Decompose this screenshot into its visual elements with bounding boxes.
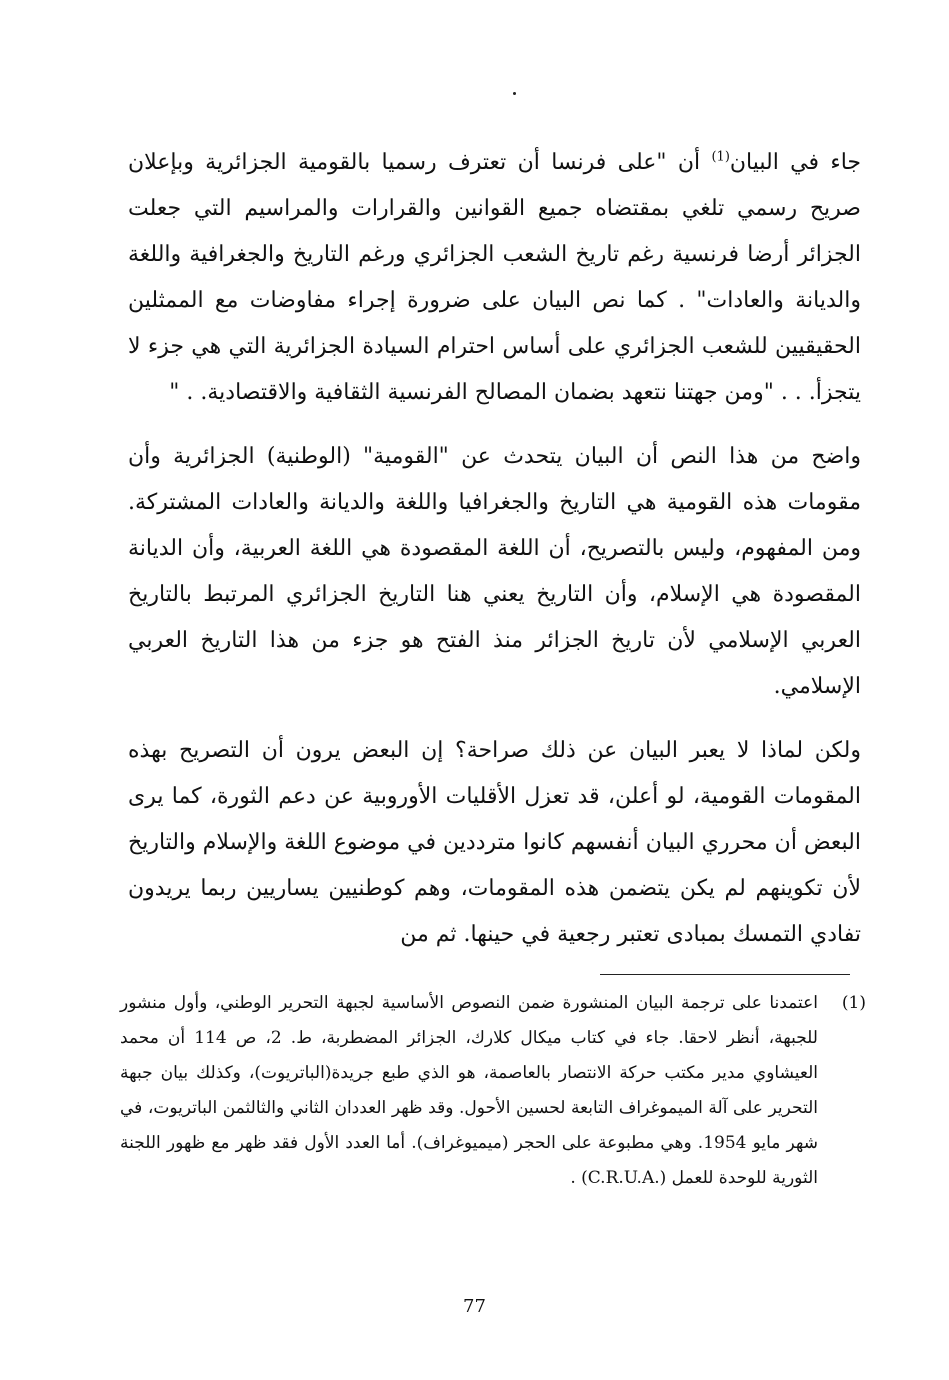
page-number: 77 — [463, 1296, 486, 1317]
footnote-number: (1) — [841, 993, 866, 1013]
footnote-separator — [600, 974, 850, 975]
paragraph-2: واضح من هذا النص أن البيان يتحدث عن "القومية" (الوطنية) الجزائرية وأن مقومات هذه القومية هي التاريخ والجغرافيا واللغة والديانة والعادات المشتركة. ومن المفهوم، وليس بالتصريح، أن اللغة المقصودة هي اللغة العربية، وأن الديانة المقصودة هي الإسلام، وأن التاريخ يعني هنا التاريخ الجزائري المرتبط بالتاريخ العربي الإسلامي لأن تاريخ الجزائر منذ الفتح هو جزء من هذا التاريخ العربي الإسلامي. — [128, 444, 861, 699]
main-text — [128, 140, 861, 958]
paragraph-1 — [128, 140, 861, 416]
paragraph-1-rest: أن "على فرنسا أن تعترف رسميا بالقومية الجزائرية وبإعلان صريح رسمي تلغي بمقتضاه جميع القوانين والقرارات والمراسيم التي جعلت الجزائر أرضا فرنسية رغم تاريخ الشعب الجزائري ورغم التاريخ والجغرافية واللغة والديانة والعادات" . كما نص البيان على ضرورة إجراء مفاوضات مع الممثلين الحقيقيين للشعب الجزائري على أساس احترام السيادة الجزائرية التي هي جزء لا يتجزأ. . . "ومن جهتنا نتعهد بضمان المصالح الفرنسية الثقافية والاقتصادية. . " — [128, 150, 861, 405]
footnote-reference: (1) — [711, 149, 730, 165]
footnote-text: اعتمدنا على ترجمة البيان المنشورة ضمن النصوص الأساسية لجبهة التحرير الوطني، وأول منشور للجبهة، أنظر لاحقا. جاء في كتاب ميكال كلارك، الجزائر المضطربة، ط. 2، ص 114 أن محمد العيشاوي مدير مكتب حركة الانتصار بالعاصمة، هو الذي طبع جريدة(الباتريوت)، وكذلك بيان جبهة التحرير على آلة الميموغراف التابعة لحسين الأحول. وقد ظهر العددان الثاني والثالثمن الباتريوت، في شهر مايو 1954. وهي مطبوعة على الحجر (ميميوغراف). أما العدد الأول فقد ظهر مع ظهور اللجنة الثورية للوحدة للعمل (.C.R.U.A) . — [120, 993, 818, 1188]
ink-speck — [513, 92, 516, 95]
paragraph-3: ولكن لماذا لا يعبر البيان عن ذلك صراحة؟ إن البعض يرون أن التصريح بهذه المقومات القومية، لو أعلن، قد تعزل الأقليات الأوروبية عن دعم الثورة، كما يرى البعض أن محرري البيان أنفسهم كانوا مترددين في موضوع اللغة والإسلام والتاريخ لأن تكوينهم لم يكن يتضمن هذه المقومات، وهم كوطنيين يساريين ربما يريدون تفادي التمسك بمبادى تعتبر رجعية في حينها. ثم من — [128, 738, 861, 947]
paragraph-1-start: جاء في البيان — [729, 150, 861, 175]
footnote — [120, 986, 866, 1196]
